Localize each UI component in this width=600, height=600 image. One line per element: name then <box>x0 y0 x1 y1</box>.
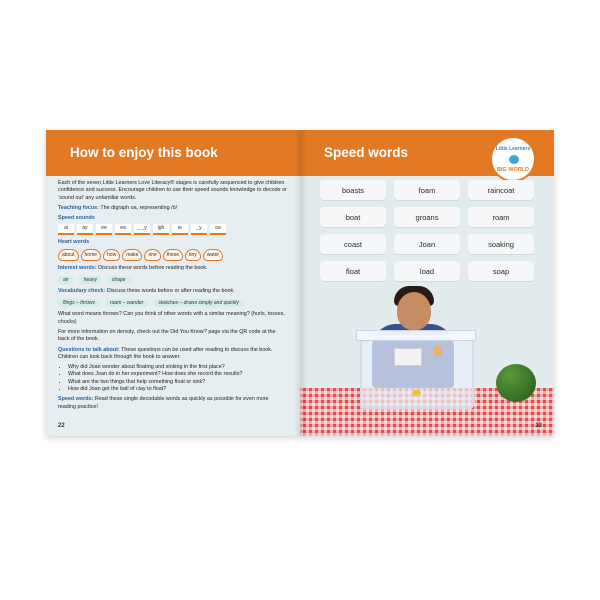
left-page-title: How to enjoy this book <box>70 145 218 160</box>
speed-sound-chip: ie <box>172 224 188 235</box>
interest-word: shape <box>107 276 131 285</box>
question-item: • Why did Joan wonder about floating and sinking in the first place? <box>68 364 288 371</box>
questions-label: Questions to talk about: <box>58 346 120 353</box>
speed-word-card: load <box>394 261 460 281</box>
right-page <box>300 130 554 436</box>
speed-words-note-label: Speed words: <box>58 396 94 403</box>
speed-sound-chip: ee <box>96 224 112 235</box>
heart-word: one <box>144 249 160 262</box>
open-book <box>46 130 554 436</box>
interest-words-text: Discuss these words before reading the book. <box>98 265 208 272</box>
vocabulary-item: sketches – draws simply and quickly <box>153 299 244 308</box>
speed-word-card: boasts <box>320 180 386 200</box>
interest-words-label: Interest words: <box>58 265 97 272</box>
tub-rim <box>356 330 476 341</box>
throws-paragraph: What word means throws? Can you think of other words with a similar meaning? (hurls, tosses, chucks) <box>58 311 285 325</box>
speed-words-note <box>58 396 288 411</box>
speed-word-card: coast <box>320 234 386 254</box>
interest-word: air <box>58 276 74 285</box>
speed-sound-chip: _y <box>191 224 207 235</box>
series-logo-badge <box>490 136 536 182</box>
speed-words-grid <box>320 180 534 281</box>
interest-word: heavy <box>79 276 102 285</box>
page-number-right: 23 <box>535 423 542 429</box>
floating-block <box>394 348 422 366</box>
heart-word: water <box>203 249 223 262</box>
heart-word: these <box>163 249 183 262</box>
questions-list <box>58 364 288 393</box>
question-item: • What are the two things that help something float or sink? <box>68 379 288 386</box>
speed-sound-chip: oa <box>210 224 226 235</box>
density-paragraph: For more information on density, check out the Did You Know? page via the QR code at the back of the book. <box>58 328 276 343</box>
speed-word-card: roam <box>468 207 534 227</box>
water-tub <box>360 335 474 409</box>
heart-word: about <box>58 249 79 262</box>
speed-sound-chip: ea <box>115 224 131 235</box>
child-face <box>397 292 431 330</box>
globe-icon <box>509 155 519 164</box>
speed-words-note-text: Read these single decodable words as quickly as possible for even more reading practice! <box>58 396 269 410</box>
speed-sound-chip: _ _y <box>134 224 150 235</box>
speed-sound-chip: ai <box>58 224 74 235</box>
speed-sound-chip: ay <box>77 224 93 235</box>
heart-words-list <box>58 249 288 262</box>
speed-word-card: boat <box>320 207 386 227</box>
vocabulary-check-label: Vocabulary check: <box>58 288 106 295</box>
speed-word-card: Joan <box>394 234 460 254</box>
interest-words-list <box>58 276 288 285</box>
speed-sounds-label: Speed sounds <box>58 215 95 222</box>
speed-word-card: foam <box>394 180 460 200</box>
sponge-object <box>434 346 442 356</box>
speed-word-card: float <box>320 261 386 281</box>
vocabulary-check-text: Discuss these words before or after reading the book. <box>106 288 235 295</box>
heart-word: home <box>81 249 102 262</box>
speed-sounds-list <box>58 224 288 235</box>
question-item: • What does Joan do in her experiment? How does she record the results? <box>68 371 288 378</box>
speed-word-card: soap <box>468 261 534 281</box>
speed-sound-chip: igh <box>153 224 169 235</box>
experiment-photo <box>300 280 554 436</box>
heart-word: make <box>122 249 142 262</box>
speed-word-card: groans <box>394 207 460 227</box>
vocabulary-list <box>58 299 288 308</box>
left-banner <box>46 130 300 176</box>
questions-intro <box>58 347 288 362</box>
interest-words <box>58 265 288 272</box>
teaching-focus <box>58 205 288 212</box>
heart-words-label: Heart words <box>58 239 90 246</box>
heart-word: tiny <box>185 249 201 262</box>
vocabulary-item: roam – wander <box>105 299 148 308</box>
heart-word: how <box>103 249 120 262</box>
questions-text: These questions can be used after reading to discuss the book. Children can look back through the book to answer. <box>58 346 273 360</box>
vocabulary-item: flings – throws <box>58 299 100 308</box>
teaching-focus-label: Teaching focus: <box>58 204 99 211</box>
badge-top-text: Little Learners <box>495 146 531 152</box>
intro-paragraph: Each of the seven Little Learners Love Literacy® stages is carefully sequenced to give children confidence and success. Encourage children to use their speed sounds knowledge to decode or ‘sound out’ any unfamiliar words. <box>58 180 287 201</box>
badge-bottom-text: BIG WORLD <box>496 167 530 173</box>
speed-word-card: raincoat <box>468 180 534 200</box>
clay-ball <box>412 390 421 396</box>
right-page-title: Speed words <box>324 145 409 160</box>
vocabulary-check <box>58 288 288 295</box>
teaching-focus-text: The digraph oa, representing /ō/ <box>100 204 178 211</box>
question-item: • How did Joan get the ball of clay to float? <box>68 386 288 393</box>
left-page <box>46 130 300 436</box>
speed-word-card: soaking <box>468 234 534 254</box>
page-number-left: 22 <box>58 423 65 429</box>
watermelon <box>496 364 536 402</box>
guide-content <box>58 180 288 414</box>
